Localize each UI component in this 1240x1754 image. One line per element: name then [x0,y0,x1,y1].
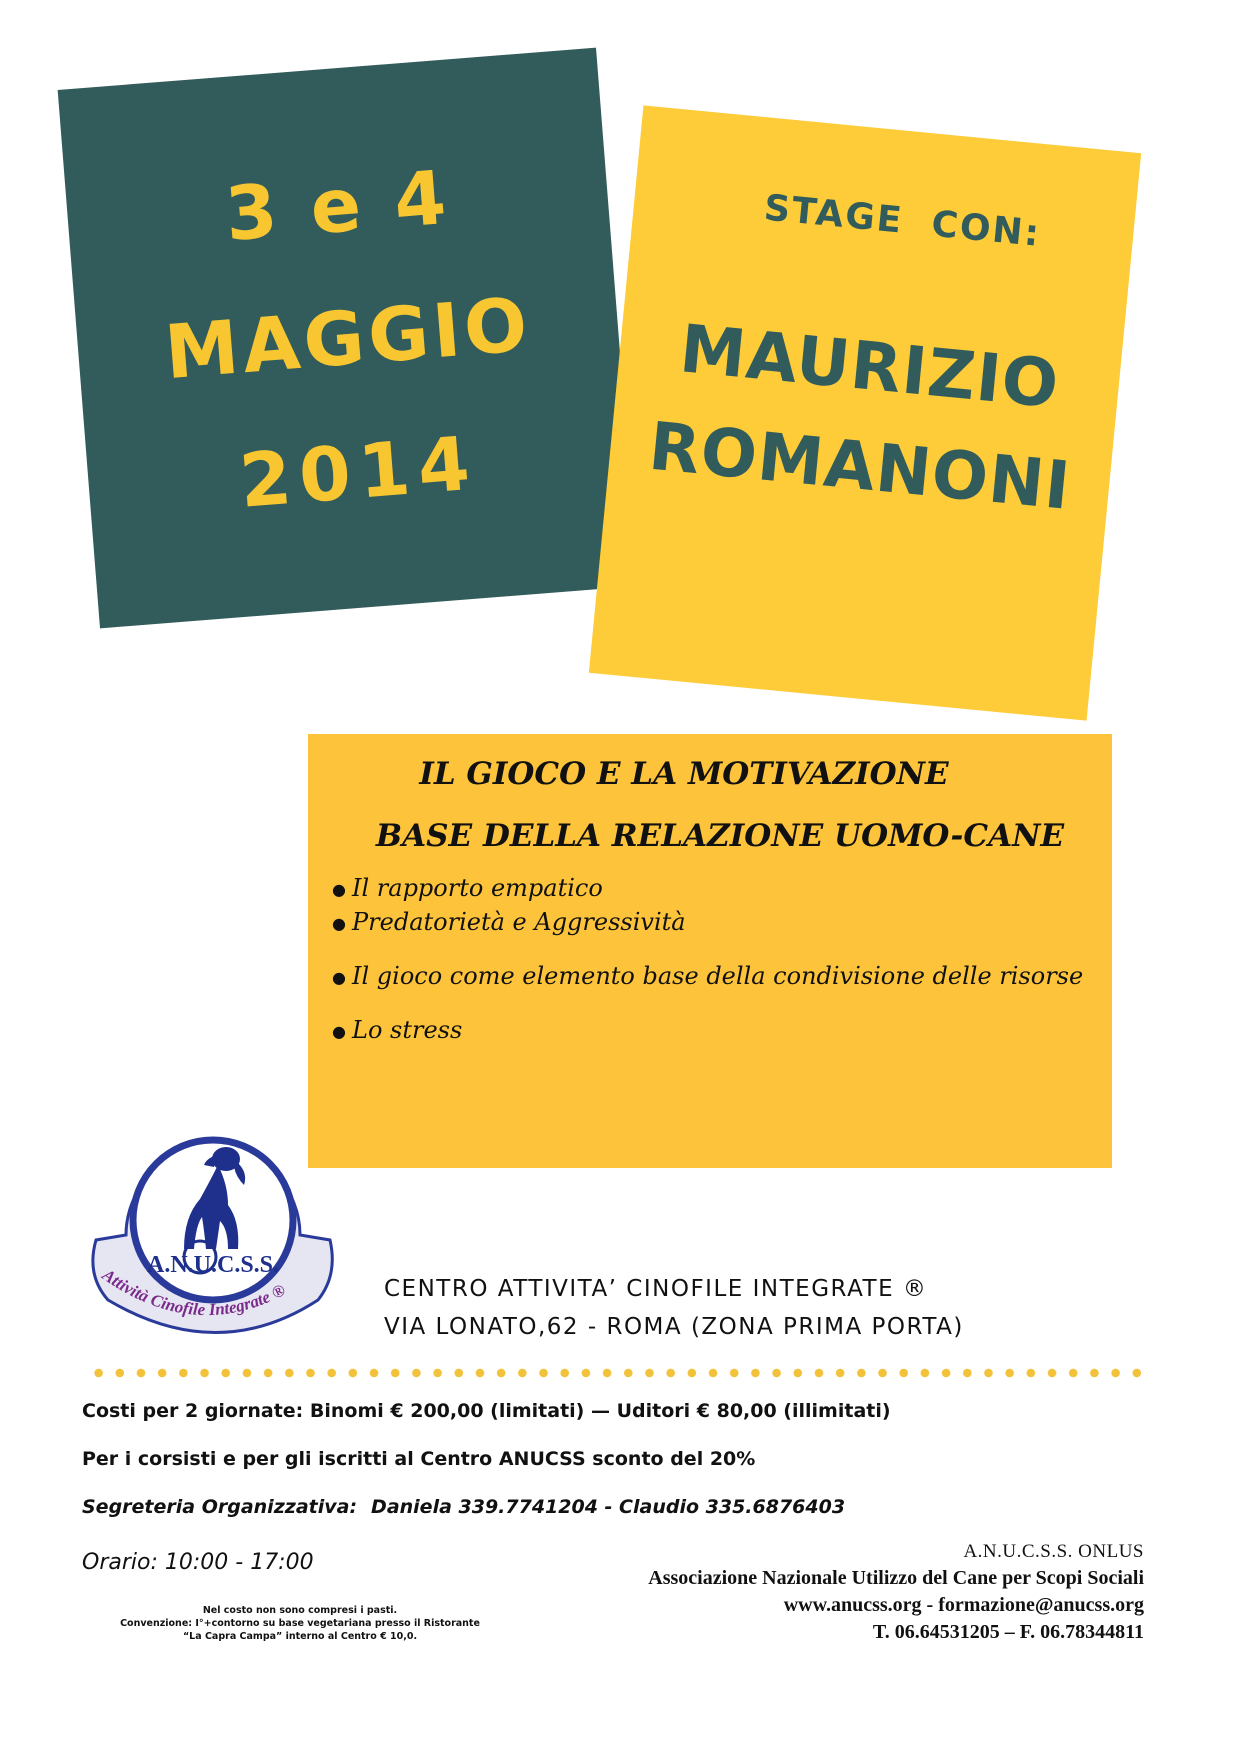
logo-main-text: A.N.U.C.S.S. [146,1252,280,1278]
anucss-logo [78,1125,348,1355]
speaker-last-name: ROMANONI [645,407,1074,525]
discount-text: Per i corsisti e per gli iscritti al Centro ANUCSS sconto del 20% [82,1448,756,1470]
date-card [58,48,639,629]
bullet-icon: ● [332,968,346,987]
meal-notes [80,1604,520,1643]
hours-text: Orario: 10:00 - 17:00 [82,1550,314,1575]
secretariat-contacts: Daniela 339.7741204 - Claudio 335.6876403 [371,1496,846,1518]
program-heading-1: IL GIOCO E LA MOTIVAZIONE [419,756,949,792]
date-year: 2014 [236,420,481,525]
bullet-icon: ● [332,1022,346,1041]
association-block [648,1538,1144,1646]
note-line-1: Nel costo non sono compresi i pasti. [202,1605,398,1616]
date-text [58,48,639,629]
list-item [332,962,1083,990]
program-box [308,734,1112,1168]
dotted-divider [88,1367,1148,1379]
list-item [332,1016,462,1044]
topic-label: Il gioco come elemento base della condivisione delle risorse [352,962,1084,990]
stage-title: STAGE CON: [762,187,1043,255]
topic-label: Lo stress [352,1016,463,1044]
date-days: 3 e 4 [222,154,454,259]
logo-arc-text: Attività Cinofile Integrate ® [99,1265,289,1320]
note-line-2: Convenzione: I°+contorno su base vegetariana presso il Ristorante [120,1618,480,1629]
association-name: A.N.U.C.S.S. ONLUS [963,1541,1144,1562]
speaker-first-name: MAURIZIO [676,310,1063,424]
stage-card [589,105,1141,720]
secretariat-line [82,1496,845,1518]
program-heading-2: BASE DELLA RELAZIONE UOMO-CANE [375,818,1065,854]
secretariat-label: Segreteria Organizzativa: [82,1496,358,1518]
association-web-email: www.anucss.org - formazione@anucss.org [783,1594,1144,1616]
bullet-icon: ● [332,880,346,899]
association-full-name: Associazione Nazionale Utilizzo del Cane per Scopi Sociali [648,1567,1144,1589]
costs-text: Costi per 2 giornate: Binomi € 200,00 (limitati) — Uditori € 80,00 (illimitati) [82,1400,891,1422]
note-line-3: “La Capra Campa” interno al Centro € 10,0. [182,1631,418,1642]
list-item [332,874,603,902]
venue-name: CENTRO ATTIVITA’ CINOFILE INTEGRATE ® [384,1276,928,1302]
bullet-icon: ● [332,914,346,933]
association-phone: T. 06.64531205 – F. 06.78344811 [872,1621,1144,1643]
topic-label: Il rapporto empatico [352,874,603,902]
venue-address: VIA LONATO,62 - ROMA (ZONA PRIMA PORTA) [384,1314,964,1340]
list-item [332,908,686,936]
topic-label: Predatorietà e Aggressività [352,908,686,936]
date-month: MAGGIO [161,281,535,397]
